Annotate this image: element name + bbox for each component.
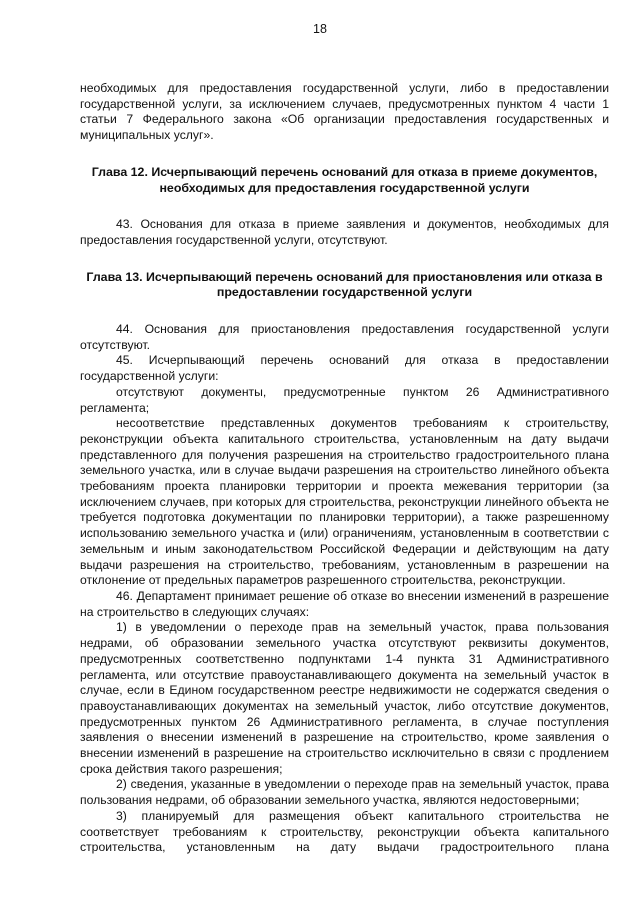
chapter-12-heading: Глава 12. Исчерпывающий перечень оснований для отказа в приеме документов, необходимых для предоставления государственной услуги [91, 164, 598, 195]
paragraph-45: 45. Исчерпывающий перечень оснований для отказа в предоставлении государственной услуги: [80, 353, 609, 384]
paragraph-continuation: необходимых для предоставления государственной услуги, либо в предоставлении государственной услуги, за исключением случаев, предусмотренных пунктом 4 части 1 статьи 7 Федерального закона «Об организации предоставления государственных и муниципальных услуг». [80, 81, 609, 143]
paragraph-45-item-2: несоответствие представленных документов требованиям к строительству, реконструкции объекта капитального строительства, установленным на дату выдачи представленного для получения разрешения на строительство градостроительного плана земельного участка, или в случае выдачи разрешения на строительство линейного объекта требованиям проекта планировки территории и проекта межевания территории (за исключением случаев, при которых для строительства, реконструкции линейного объекта не требуется подготовка документации по планировки территории), а также разрешенному использованию земельного участка и (или) ограничениям, установленным в соответствии с земельным и иным законодательством Российской Федерации и действующим на дату выдачи разрешения на строительство, требованиям, установленным в разрешении на отклонение от предельных параметров разрешенного строительства, реконструкции. [80, 416, 609, 588]
paragraph-44: 44. Основания для приостановления предоставления государственной услуги отсутствуют. [80, 322, 609, 352]
document-body [80, 81, 609, 856]
chapter-13-heading: Глава 13. Исчерпывающий перечень оснований для приостановления или отказа в предоставлении государственной услуги [86, 269, 603, 300]
paragraph-45-item-1: отсутствуют документы, предусмотренные пунктом 26 Административного регламента; [80, 384, 609, 415]
paragraph-43: 43. Основания для отказа в приеме заявления и документов, необходимых для предоставления государственной услуги, отсутствуют. [80, 217, 609, 247]
paragraph-46-item-2: 2) сведения, указанные в уведомлении о переходе прав на земельный участок, права пользования недрами, об образовании земельного участка, являются недостоверными; [80, 777, 609, 808]
page-number: 18 [313, 22, 327, 36]
paragraph-46-item-1: 1) в уведомлении о переходе прав на земельный участок, права пользования недрами, об образовании земельного участка отсутствуют реквизиты документов, предусмотренных соответственно подпунктами 1-4 пункта 31 Административного регламента, или отсутствие правоустанавливающего документа на земельный участок в случае, если в Едином государственном реестре недвижимости не содержатся сведения о правоустанавливающих документах на земельный участок, либо отсутствие документов, предусмотренных пунктом 26 Административного регламента, в случае поступления заявления о внесении изменений в разрешение на строительство, кроме заявления о внесении изменений в разрешение на строительство исключительно в связи с продлением срока действия такого разрешения; [80, 620, 609, 776]
paragraph-46: 46. Департамент принимает решение об отказе во внесении изменений в разрешение на строительство в следующих случаях: [80, 588, 609, 619]
paragraph-46-item-3: 3) планируемый для размещения объект капитального строительства не соответствует требованиям к строительству, реконструкции объекта капитального строительства, установленным на дату выдачи градостроительного плана [80, 808, 609, 855]
